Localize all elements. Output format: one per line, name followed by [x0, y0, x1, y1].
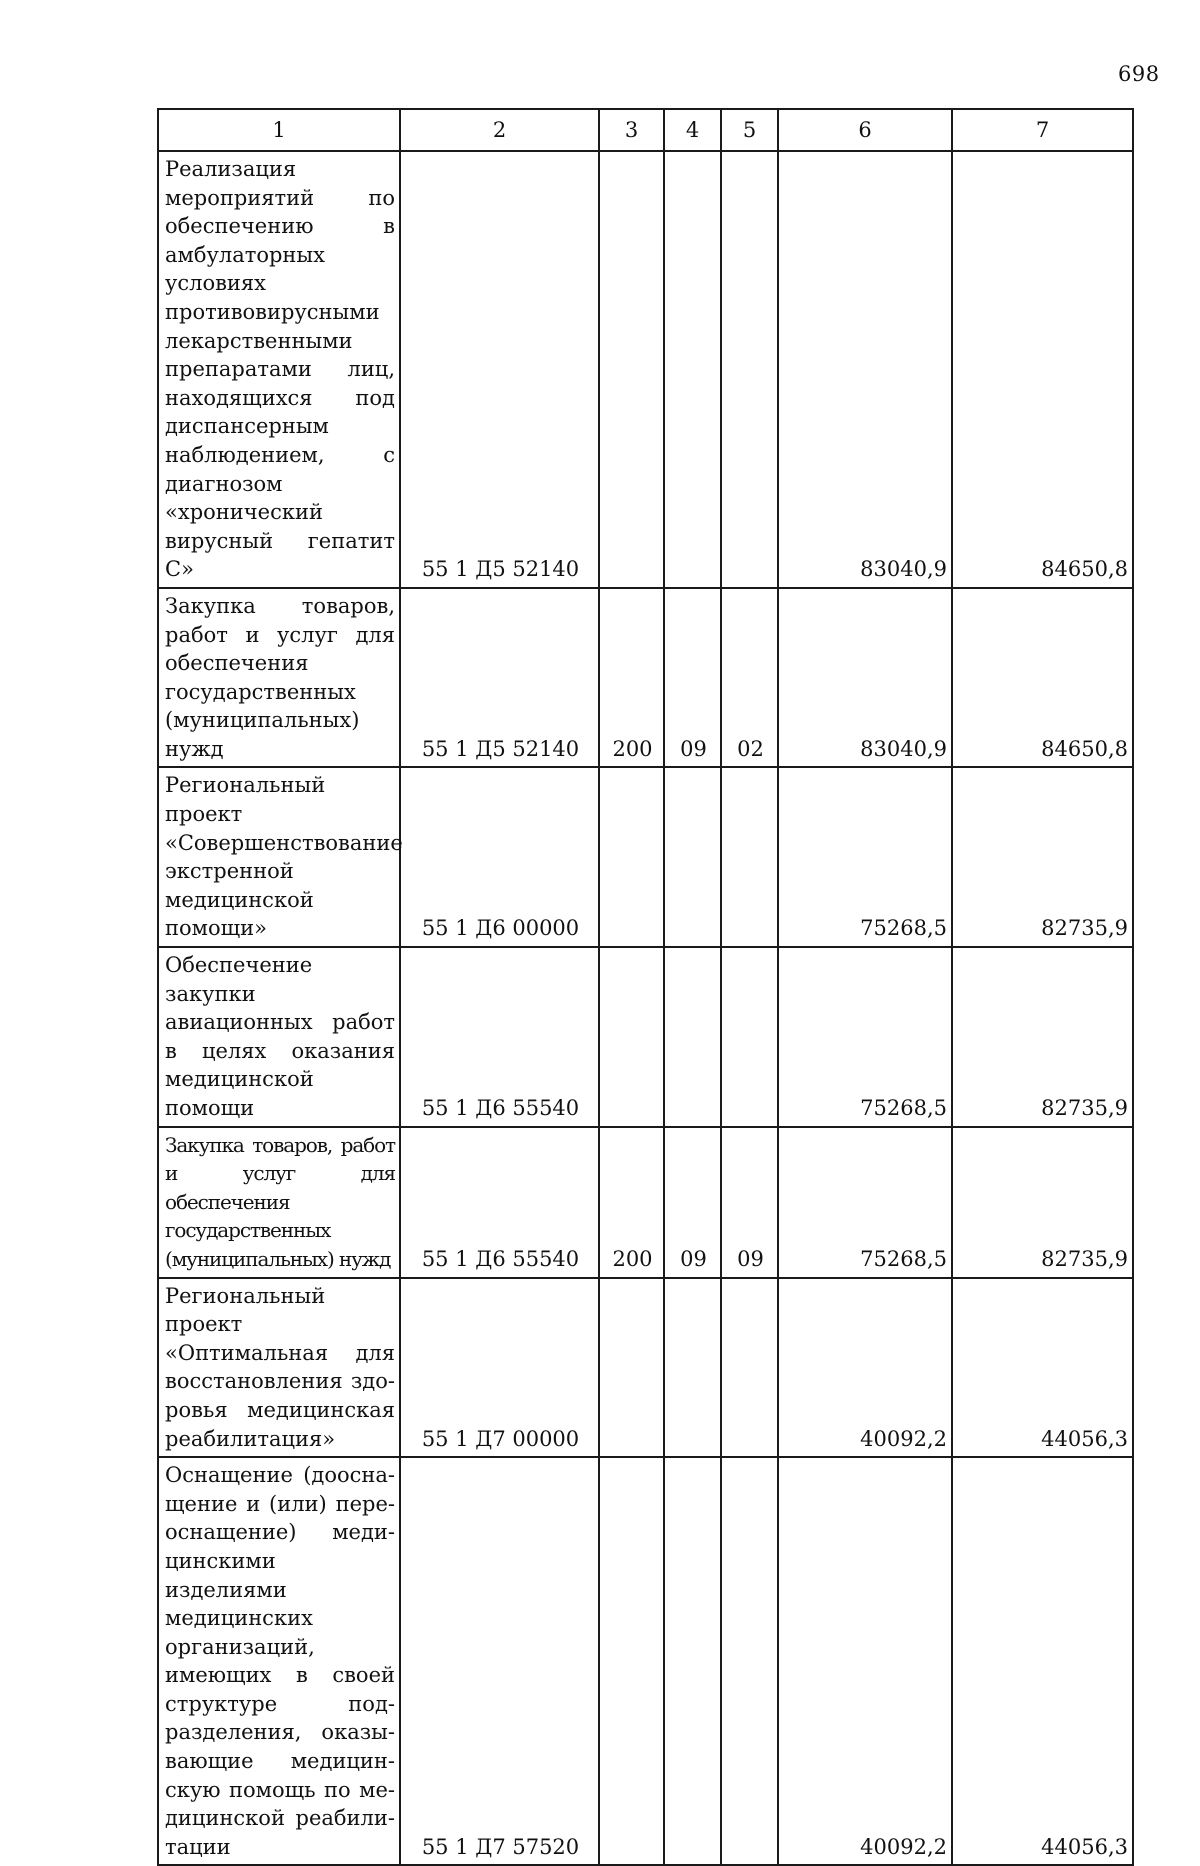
- subsection-code: 09: [721, 1127, 778, 1278]
- section-code: [664, 1457, 721, 1865]
- budget-table: [157, 108, 1134, 1866]
- amount-column-6: 75268,5: [778, 767, 952, 947]
- column-header: 6: [778, 109, 952, 151]
- row-name: Региональный проект «Оптимальная для восстановления здоровья медицинская реабилитация»: [158, 1278, 400, 1458]
- table-row: [158, 151, 1133, 588]
- amount-column-7: 82735,9: [952, 1127, 1133, 1278]
- target-article-code: 55 1 Д6 00000: [400, 767, 599, 947]
- row-name: Оснащение (дооснащение и (или) переоснащение) медицинскими изделиями медицинских организаций, имеющих в своей структуре подразделения, оказывающие медицинскую помощь по медицинской реабилитации: [158, 1457, 400, 1865]
- target-article-code: 55 1 Д6 55540: [400, 947, 599, 1127]
- table-row: [158, 1127, 1133, 1278]
- section-code: [664, 947, 721, 1127]
- target-article-code: 55 1 Д7 57520: [400, 1457, 599, 1865]
- amount-column-7: 44056,3: [952, 1278, 1133, 1458]
- row-name: Закупка товаров, работ и услуг для обеспечения государственных (муниципальных) нужд: [158, 588, 400, 768]
- amount-column-6: 83040,9: [778, 588, 952, 768]
- target-article-code: 55 1 Д5 52140: [400, 588, 599, 768]
- section-code: [664, 1278, 721, 1458]
- column-header: 2: [400, 109, 599, 151]
- expense-type-code: [599, 1278, 664, 1458]
- column-header: 1: [158, 109, 400, 151]
- amount-column-7: 82735,9: [952, 767, 1133, 947]
- subsection-code: [721, 1278, 778, 1458]
- expense-type-code: [599, 767, 664, 947]
- amount-column-6: 83040,9: [778, 151, 952, 588]
- column-header: 7: [952, 109, 1133, 151]
- amount-column-6: 75268,5: [778, 947, 952, 1127]
- amount-column-7: 82735,9: [952, 947, 1133, 1127]
- amount-column-6: 40092,2: [778, 1457, 952, 1865]
- column-header: 5: [721, 109, 778, 151]
- target-article-code: 55 1 Д7 00000: [400, 1278, 599, 1458]
- row-name: [158, 1127, 400, 1278]
- amount-column-7: 84650,8: [952, 588, 1133, 768]
- row-name: Обеспечение закупки авиационных работ в целях оказания медицинской помощи: [158, 947, 400, 1127]
- column-header: 4: [664, 109, 721, 151]
- expense-type-code: 200: [599, 588, 664, 768]
- subsection-code: 02: [721, 588, 778, 768]
- amount-column-7: 84650,8: [952, 151, 1133, 588]
- table-row: [158, 767, 1133, 947]
- row-name: Региональный проект «Совершенствование экстренной медицинской помощи»: [158, 767, 400, 947]
- target-article-code: 55 1 Д5 52140: [400, 151, 599, 588]
- table-header-row: [158, 109, 1133, 151]
- column-header: 3: [599, 109, 664, 151]
- expense-type-code: [599, 947, 664, 1127]
- amount-column-7: 44056,3: [952, 1457, 1133, 1865]
- table-row: [158, 1278, 1133, 1458]
- target-article-code: 55 1 Д6 55540: [400, 1127, 599, 1278]
- page-number: 698: [1118, 62, 1160, 86]
- expense-type-code: 200: [599, 1127, 664, 1278]
- amount-column-6: 40092,2: [778, 1278, 952, 1458]
- section-code: 09: [664, 588, 721, 768]
- table-row: [158, 1457, 1133, 1865]
- amount-column-6: 75268,5: [778, 1127, 952, 1278]
- subsection-code: [721, 767, 778, 947]
- table-row: [158, 947, 1133, 1127]
- subsection-code: [721, 947, 778, 1127]
- row-name-text: Закупка товаров, работ и услуг для обеспечения государственных (муниципальных) нужд: [165, 1132, 395, 1271]
- row-name: Реализация мероприятий по обеспечению в амбулаторных условиях противовирусными лекарственными препаратами лиц, находящихся под диспансерным наблюдением, с диагнозом «хронический вирусный гепатит С»: [158, 151, 400, 588]
- subsection-code: [721, 1457, 778, 1865]
- section-code: [664, 151, 721, 588]
- expense-type-code: [599, 151, 664, 588]
- subsection-code: [721, 151, 778, 588]
- section-code: 09: [664, 1127, 721, 1278]
- table-row: [158, 588, 1133, 768]
- expense-type-code: [599, 1457, 664, 1865]
- section-code: [664, 767, 721, 947]
